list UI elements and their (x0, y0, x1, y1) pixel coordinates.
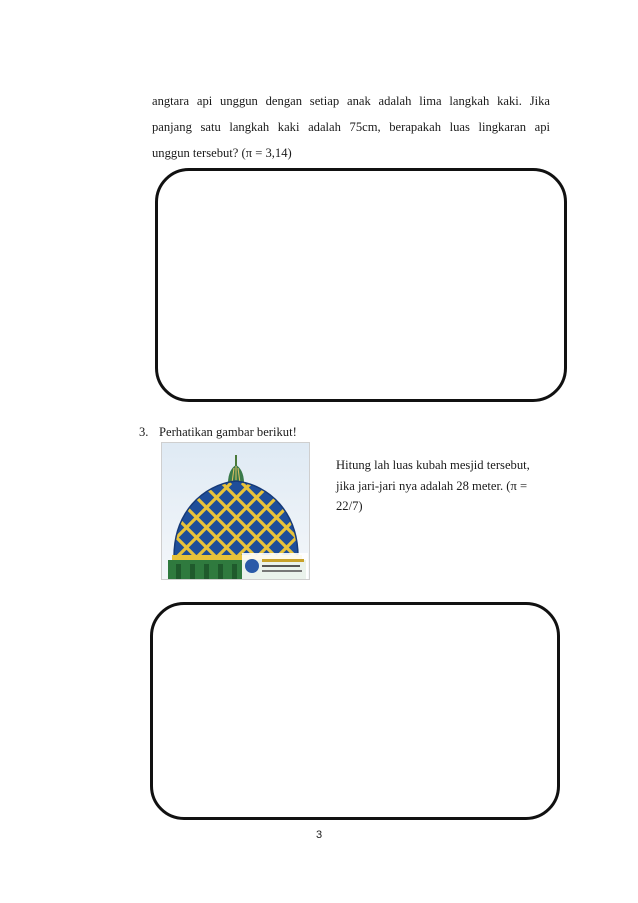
mosque-dome-image (161, 442, 310, 580)
dome-illustration (162, 443, 310, 580)
question-3-number: 3. (139, 425, 149, 439)
question-3-prompt: Perhatikan gambar berikut! (159, 425, 297, 439)
answer-box-question-3[interactable] (150, 602, 560, 820)
question-2-line-2: panjang satu langkah kaki adalah 75cm, berapakah luas lingkaran api (152, 120, 550, 134)
question-2-line-3: unggun tersebut? (π = 3,14) (152, 146, 292, 160)
question-2-text (152, 88, 550, 166)
answer-box-question-2[interactable] (155, 168, 567, 402)
question-3-instructions: Hitung lah luas kubah mesjid tersebut, jika jari-jari nya adalah 28 meter. (π = 22/7) (336, 458, 530, 513)
page-number: 3 (315, 829, 323, 841)
question-2-line-1: angtara api unggun dengan setiap anak adalah lima langkah kaki. Jika (152, 94, 550, 108)
